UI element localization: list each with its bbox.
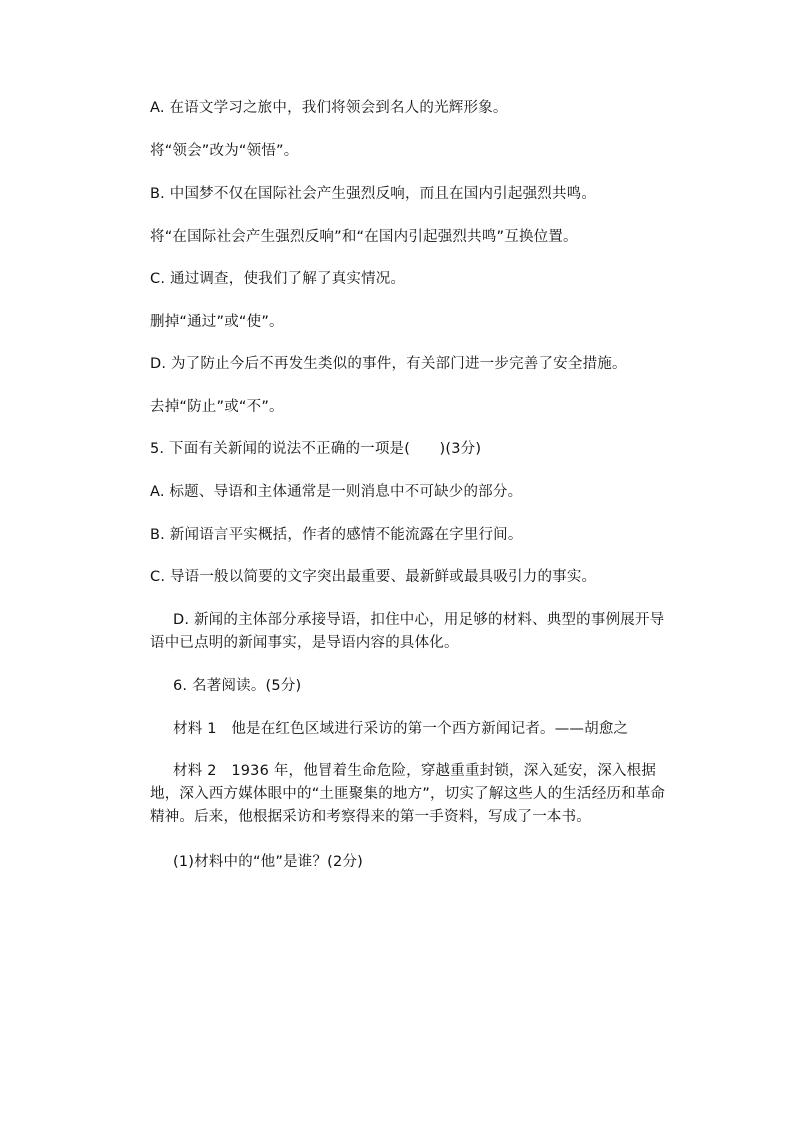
option-a-sentence: A. 在语文学习之旅中，我们将领会到名人的光辉形象。: [150, 100, 508, 116]
material-2: 材料 2 1936 年，他冒着生命危险，穿越重重封锁，深入延安，深入根据地，深入西方媒体眼中的“土匪聚集的地方”，切实了解这些人的生活经历和革命精神。后来，他根据采访和考察得来的第一手资料，写成了一本书。: [150, 763, 666, 825]
option-c-sentence: C. 通过调查，使我们了解了真实情况。: [150, 271, 406, 287]
question-6-stem: 6. 名著阅读。(5分): [173, 678, 302, 694]
question-5-option-b: B. 新闻语言平实概括，作者的感情不能流露在字里行间。: [150, 527, 523, 543]
option-c-correction: 删掉“通过”或“使”。: [150, 314, 284, 330]
question-6-part-1: (1)材料中的“他”是谁？(2分): [173, 854, 364, 870]
material-1: 材料 1 他是在红色区域进行采访的第一个西方新闻记者。——胡愈之: [173, 721, 629, 737]
question-5-option-d: D. 新闻的主体部分承接导语，扣住中心，用足够的材料、典型的事例展开导语中已点明的新闻事实，是导语内容的具体化。: [150, 612, 665, 651]
question-5-option-c: C. 导语一般以简要的文字突出最重要、最新鲜或最具吸引力的事实。: [150, 569, 597, 585]
option-d-sentence: D. 为了防止今后不再发生类似的事件，有关部门进一步完善了安全措施。: [150, 356, 627, 372]
option-a-correction: 将“领会”改为“领悟”。: [150, 143, 299, 159]
question-5-option-a: A. 标题、导语和主体通常是一则消息中不可缺少的部分。: [150, 484, 523, 500]
question-5-stem: 5. 下面有关新闻的说法不正确的一项是( )(3分): [150, 441, 482, 457]
option-d-correction: 去掉“防止”或“不”。: [150, 399, 284, 415]
option-b-correction: 将“在国际社会产生强烈反响”和“在国内引起强烈共鸣”互换位置。: [150, 229, 578, 245]
option-b-sentence: B. 中国梦不仅在国际社会产生强烈反响，而且在国内引起强烈共鸣。: [150, 186, 597, 202]
